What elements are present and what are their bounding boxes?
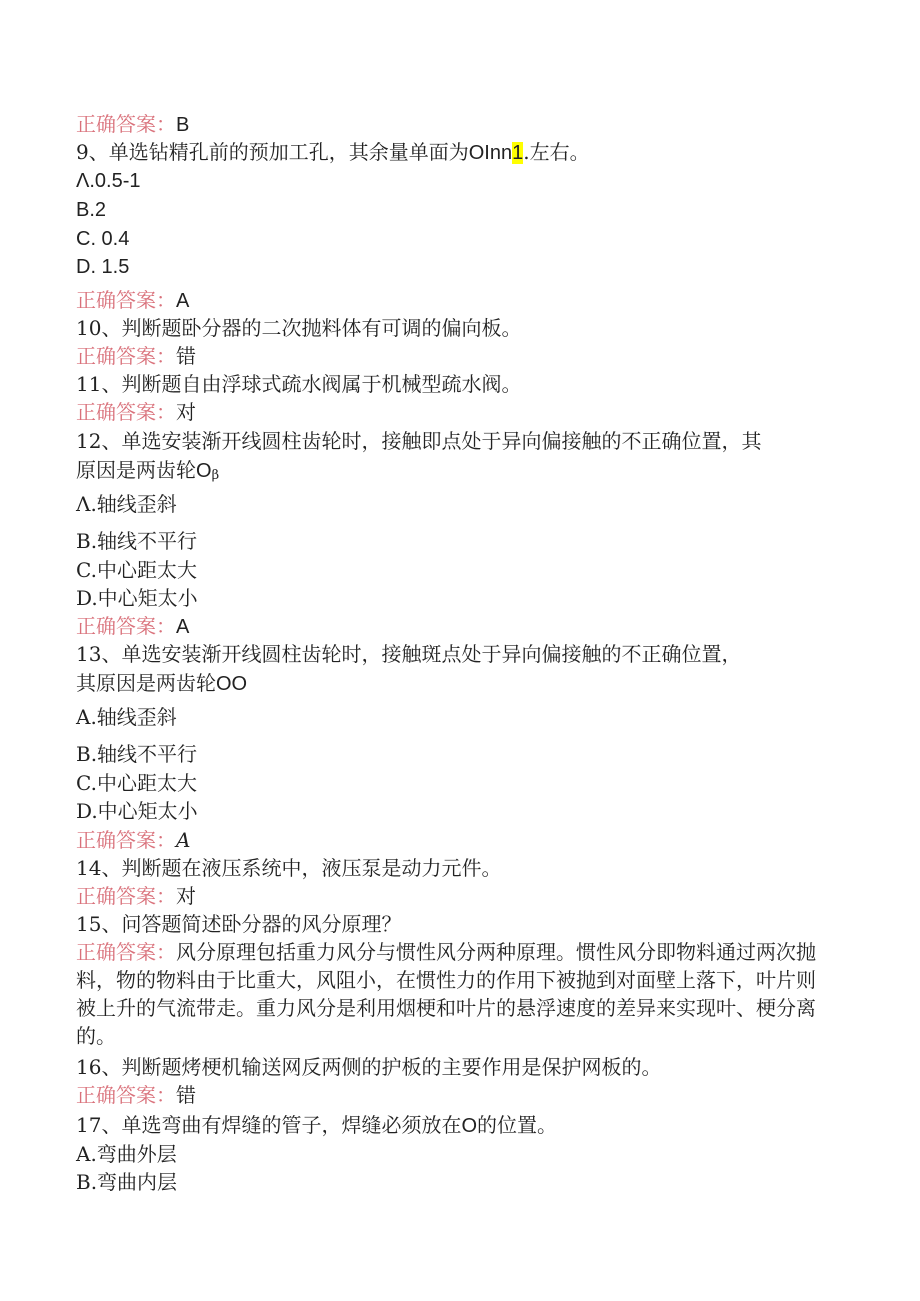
question-9: 9、单选钻精孔前的预加工孔，其余量单面为OInn1.左右。 [76, 140, 590, 164]
answer-label: 正确答案： [76, 940, 176, 964]
option-b: B.2 [76, 199, 107, 221]
answer-value: 错 [176, 344, 196, 368]
answer-value: 对 [176, 884, 196, 908]
answer-label: 正确答案： [76, 828, 176, 852]
question-12-line-2: 原因是两齿轮Oβ [76, 458, 220, 483]
question-13-line-1: 13、单选安装渐开线圆柱齿轮时，接触斑点处于异向偏接触的不正确位置， [76, 642, 742, 666]
answer-value: A [176, 616, 190, 638]
answer-line-14 [76, 882, 196, 910]
answer-value: A [176, 828, 191, 852]
option-c: C.中心距太大 [76, 771, 197, 795]
question-10: 10、判断题卧分器的二次抛料体有可调的偏向板。 [76, 316, 522, 340]
question-11: 11、判断题自由浮球式疏水阀属于机械型疏水阀。 [76, 372, 522, 396]
answer-line-13 [76, 826, 190, 854]
answer-label: 正确答案： [76, 1083, 176, 1107]
option-d: D.中心矩太小 [76, 799, 198, 823]
question-16: 16、判断题烤梗机输送网反两侧的护板的主要作用是保护网板的。 [76, 1055, 662, 1079]
answer-value: 风分原理包括重力风分与惯性风分两种原理。惯性风分即物料通过两次抛料，物的物料由于比重大，风阻小，在惯性力的作用下被抛到对面壁上落下，叶片则被上升的气流带走。重力风分是利用烟梗和叶片的悬浮速度的差异来实现叶、梗分离的。 [76, 940, 816, 1048]
answer-label: 正确答案： [76, 112, 176, 136]
question-13-line-2: 其原因是两齿轮OO [76, 671, 248, 695]
option-a: A.弯曲外层 [76, 1142, 177, 1166]
option-d: D.中心矩太小 [76, 586, 198, 610]
answer-value: 对 [176, 400, 196, 424]
option-b: B.轴线不平行 [76, 742, 198, 766]
answer-line-12 [76, 612, 189, 641]
question-15: 15、问答题简述卧分器的风分原理？ [76, 912, 402, 936]
answer-line-16 [76, 1081, 196, 1109]
option-a: A.轴线歪斜 [76, 705, 177, 729]
answer-line-9 [76, 286, 189, 315]
answer-line-11 [76, 398, 196, 426]
answer-label: 正确答案： [76, 344, 176, 368]
option-a: Λ.0.5-1 [76, 170, 141, 192]
answer-label: 正确答案： [76, 614, 176, 638]
answer-label: 正确答案： [76, 400, 176, 424]
answer-line-15 [76, 938, 826, 1050]
option-a: Λ.轴线歪斜 [76, 492, 177, 516]
option-c: C. 0.4 [76, 228, 130, 250]
answer-label: 正确答案： [76, 884, 176, 908]
question-12-line-1: 12、单选安装渐开线圆柱齿轮时，接触即点处于异向偏接触的不正确位置，其 [76, 429, 762, 453]
option-c: C.中心距太大 [76, 558, 197, 582]
answer-value: B [176, 114, 190, 136]
question-17: 17、单选弯曲有焊缝的管子，焊缝必须放在O的位置。 [76, 1113, 558, 1137]
answer-line-8 [76, 110, 189, 139]
option-b: B.轴线不平行 [76, 529, 198, 553]
option-b: B.弯曲内层 [76, 1170, 178, 1194]
question-14: 14、判断题在液压系统中，液压泵是动力元件。 [76, 856, 502, 880]
highlight-mark: 1 [512, 142, 524, 164]
answer-value: 错 [176, 1083, 196, 1107]
option-d: D. 1.5 [76, 256, 130, 278]
answer-value: A [176, 290, 190, 312]
answer-label: 正确答案： [76, 288, 176, 312]
answer-line-10 [76, 342, 196, 370]
